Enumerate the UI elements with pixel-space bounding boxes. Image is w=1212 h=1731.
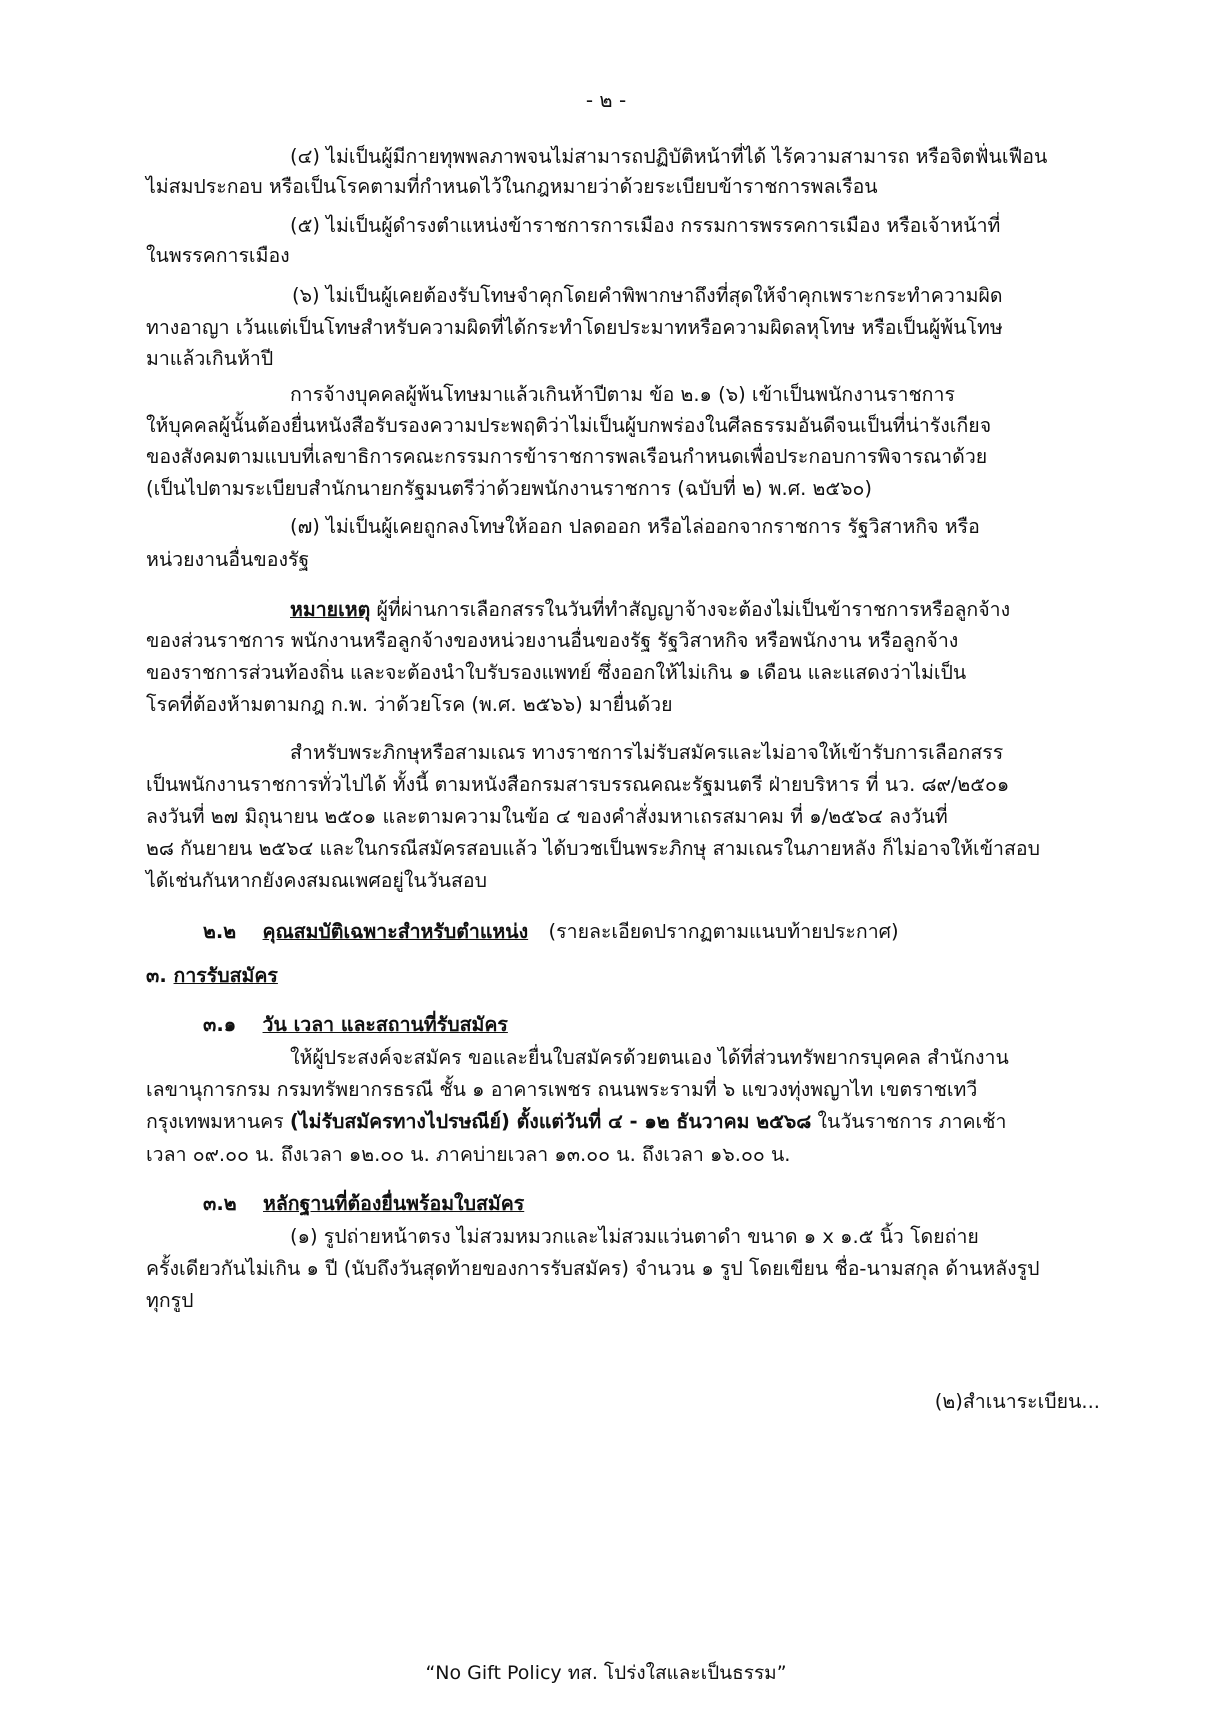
- section-3-2-line-3: ทุกรูป: [146, 1289, 194, 1312]
- section-2-2-number: ๒.๒: [203, 920, 237, 943]
- section-3-2-line-2: ครั้งเดียวกันไม่เกิน ๑ ปี (นับถึงวันสุดท้ายของการรับสมัคร) จำนวน ๑ รูป โดยเขียน ชื่อ-นามสกุล ด้านหลังรูป: [146, 1257, 1040, 1280]
- item-4-line-2: ไม่สมประกอบ หรือเป็นโรคตามที่กำหนดไว้ในกฎหมายว่าด้วยระเบียบข้าราชการพลเรือน: [146, 175, 878, 198]
- item-5-line-1: (๕) ไม่เป็นผู้ดำรงตำแหน่งข้าราชการการเมือง กรรมการพรรคการเมือง หรือเจ้าหน้าที่: [290, 214, 1001, 237]
- monk-note-line-4: ๒๘ กันยายน ๒๕๖๔ และในกรณีสมัครสอบแล้ว ได้บวชเป็นพระภิกษุ สามเณรในภายหลัง ก็ไม่อาจให้เข้าสอบ: [146, 837, 1040, 860]
- item-7-line-1: (๗) ไม่เป็นผู้เคยถูกลงโทษให้ออก ปลดออก หรือไล่ออกจากราชการ รัฐวิสาหกิจ หรือ: [290, 515, 980, 538]
- section-3-1-line-3-start: กรุงเทพมหานคร: [146, 1110, 290, 1133]
- section-2-2-detail: (รายละเอียดปรากฏตามแนบท้ายประกาศ): [548, 920, 899, 943]
- section-3-2-title: หลักฐานที่ต้องยื่นพร้อมใบสมัคร: [263, 1192, 525, 1215]
- section-3-1-line-3-end: ในวันราชการ ภาคเช้า: [811, 1110, 1007, 1133]
- section-3-1-line-2: เลขานุการกรม กรมทรัพยากรธรณี ชั้น ๑ อาคารเพชร ถนนพระรามที่ ๖ แขวงทุ่งพญาไท เขตราชเทวี: [146, 1078, 978, 1101]
- remark-line-1-text: ผู้ที่ผ่านการเลือกสรรในวันที่ทำสัญญาจ้างจะต้องไม่เป็นข้าราชการหรือลูกจ้าง: [370, 598, 1011, 621]
- item-7-line-2: หน่วยงานอื่นของรัฐ: [146, 548, 310, 571]
- section-3-number: ๓.: [146, 964, 167, 987]
- remark-line-4: โรคที่ต้องห้ามตามกฎ ก.พ. ว่าด้วยโรค (พ.ศ. ๒๕๖๖) มายื่นด้วย: [146, 693, 673, 716]
- hiring-note-line-3: ของสังคมตามแบบที่เลขาธิการคณะกรรมการข้าราชการพลเรือนกำหนดเพื่อประกอบการพิจารณาด้วย: [146, 445, 988, 468]
- section-2-2-title: คุณสมบัติเฉพาะสำหรับตำแหน่ง: [262, 920, 529, 943]
- item-6-line-2: ทางอาญา เว้นแต่เป็นโทษสำหรับความผิดที่ได้กระทำโดยประมาทหรือความผิดลหุโทษ หรือเป็นผู้พ้นโทษ: [146, 316, 1003, 339]
- remark-line-1: [290, 596, 1010, 624]
- section-3-2-heading: [203, 1190, 524, 1218]
- item-4-line-1: (๔) ไม่เป็นผู้มีกายทุพพลภาพจนไม่สามารถปฏิบัติหน้าที่ได้ ไร้ความสามารถ หรือจิตฟั่นเฟือน: [290, 145, 1048, 168]
- item-6-line-3: มาแล้วเกินห้าปี: [146, 347, 274, 370]
- monk-note-line-5: ได้เช่นกันหากยังคงสมณเพศอยู่ในวันสอบ: [146, 869, 487, 892]
- section-3-2-line-1: (๑) รูปถ่ายหน้าตรง ไม่สวมหมวกและไม่สวมแว่นตาดำ ขนาด ๑ x ๑.๕ นิ้ว โดยถ่าย: [290, 1225, 979, 1248]
- section-3-title: การรับสมัคร: [173, 964, 278, 987]
- remark-label: หมายเหตุ: [290, 598, 371, 621]
- continuation-marker: (๒)สำเนาระเบียน...: [934, 1390, 1100, 1413]
- hiring-note-line-4: (เป็นไปตามระเบียบสำนักนายกรัฐมนตรีว่าด้วยพนักงานราชการ (ฉบับที่ ๒) พ.ศ. ๒๕๖๐): [146, 477, 872, 500]
- section-3-1-dates: (ไม่รับสมัครทางไปรษณีย์) ตั้งแต่วันที่ ๔ - ๑๒ ธันวาคม ๒๕๖๘: [289, 1110, 812, 1133]
- section-3-2-number: ๓.๒: [203, 1192, 237, 1215]
- section-3-1-heading: [203, 1011, 508, 1039]
- monk-note-line-2: เป็นพนักงานราชการทั่วไปได้ ทั้งนี้ ตามหนังสือกรมสารบรรณคณะรัฐมนตรี ฝ่ายบริหาร ที่ นว. ๘๙/๒๕๐๑: [146, 773, 1010, 796]
- hiring-note-line-2: ให้บุคคลผู้นั้นต้องยื่นหนังสือรับรองความประพฤติว่าไม่เป็นผู้บกพร่องในศีลธรรมอันดีจนเป็นที่น่ารังเกียจ: [146, 414, 992, 437]
- section-3-1-line-3: [146, 1108, 1006, 1136]
- section-3-1-line-1: ให้ผู้ประสงค์จะสมัคร ขอและยื่นใบสมัครด้วยตนเอง ได้ที่ส่วนทรัพยากรบุคคล สำนักงาน: [290, 1046, 1009, 1069]
- section-3-1-line-4: เวลา ๐๙.๐๐ น. ถึงเวลา ๑๒.๐๐ น. ภาคบ่ายเวลา ๑๓.๐๐ น. ถึงเวลา ๑๖.๐๐ น.: [146, 1143, 791, 1166]
- item-5-line-2: ในพรรคการเมือง: [146, 244, 290, 267]
- hiring-note-line-1: การจ้างบุคคลผู้พ้นโทษมาแล้วเกินห้าปีตาม ข้อ ๒.๑ (๖) เข้าเป็นพนักงานราชการ: [290, 383, 955, 406]
- remark-line-3: ของราชการส่วนท้องถิ่น และจะต้องนำใบรับรองแพทย์ ซึ่งออกให้ไม่เกิน ๑ เดือน และแสดงว่าไม่เป็น: [146, 661, 967, 684]
- remark-line-2: ของส่วนราชการ พนักงานหรือลูกจ้างของหน่วยงานอื่นของรัฐ รัฐวิสาหกิจ หรือพนักงาน หรือลูกจ้าง: [146, 629, 959, 652]
- item-6-line-1: (๖) ไม่เป็นผู้เคยต้องรับโทษจำคุกโดยคำพิพากษาถึงที่สุดให้จำคุกเพราะกระทำความผิด: [292, 284, 1003, 307]
- page-number: - ๒ -: [585, 88, 627, 112]
- section-3-heading: [146, 962, 278, 990]
- footer-slogan: “No Gift Policy ทส. โปร่งใสและเป็นธรรม”: [425, 1662, 787, 1684]
- monk-note-line-3: ลงวันที่ ๒๗ มิถุนายน ๒๕๐๑ และตามความในข้อ ๔ ของคำสั่งมหาเถรสมาคม ที่ ๑/๒๕๖๔ ลงวันที่: [146, 805, 948, 828]
- section-2-2-heading: [203, 918, 899, 946]
- section-3-1-number: ๓.๑: [203, 1013, 237, 1036]
- section-3-1-title: วัน เวลา และสถานที่รับสมัคร: [262, 1013, 508, 1036]
- monk-note-line-1: สำหรับพระภิกษุหรือสามเณร ทางราชการไม่รับสมัครและไม่อาจให้เข้ารับการเลือกสรร: [290, 741, 1004, 764]
